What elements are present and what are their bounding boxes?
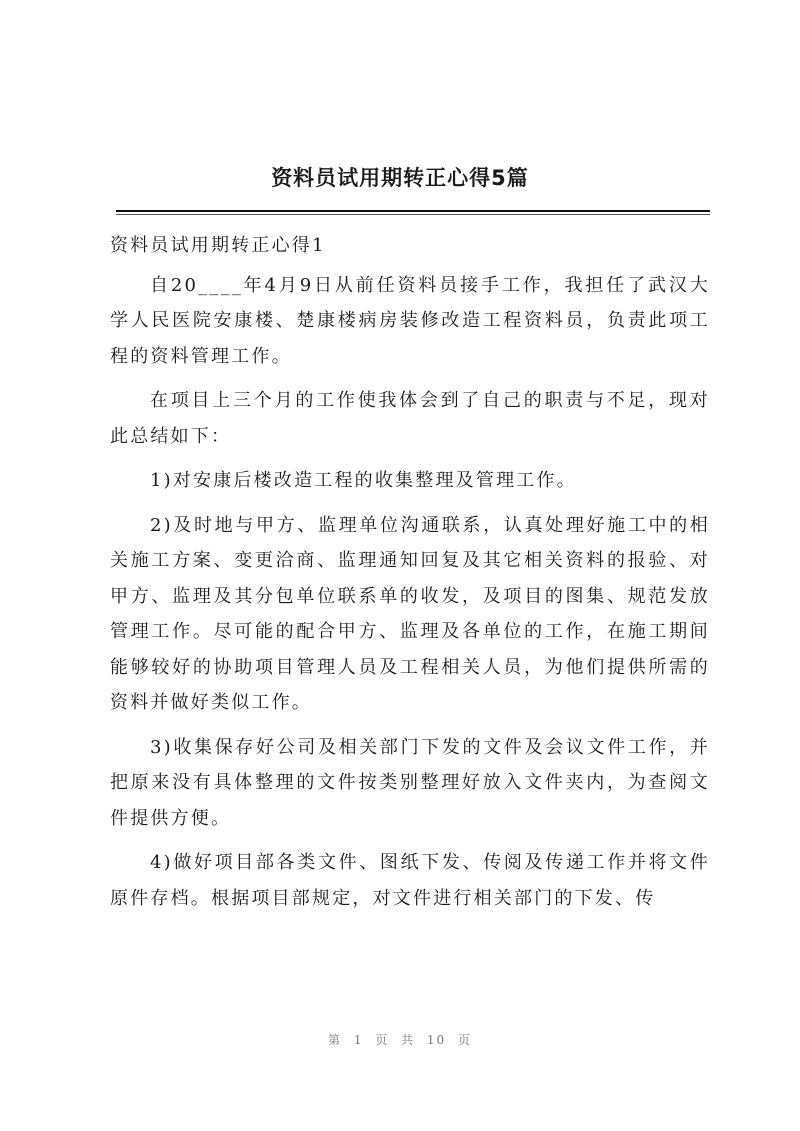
page-number-footer: 第 1 页 共 10 页 — [328, 1033, 472, 1047]
paragraph: 2)及时地与甲方、监理单位沟通联系，认真处理好施工中的相关施工方案、变更洽商、监理通知回复及其它相关资料的报验、对甲方、监理及其分包单位联系单的收发，及项目的图集、规范发放管理工作。尽可能的配合甲方、监理及各单位的工作，在施工期间能够较好的协助项目管理人员及工程相关人员，为他们提供所需的资料并做好类似工作。 — [110, 514, 710, 713]
title-divider — [116, 210, 710, 212]
document-body — [110, 228, 710, 916]
paragraph: 3)收集保存好公司及相关部门下发的文件及会议文件工作，并把原来没有具体整理的文件按类别整理好放入文件夹内，为查阅文件提供方便。 — [110, 736, 710, 829]
paragraph: 在项目上三个月的工作使我体会到了自己的职责与不足，现对此总结如下： — [110, 390, 710, 447]
paragraph: 自20____年4月9日从前任资料员接手工作，我担任了武汉大学人民医院安康楼、楚康楼病房装修改造工程资料员，负责此项工程的资料管理工作。 — [110, 274, 710, 367]
paragraph: 4)做好项目部各类文件、图纸下发、传阅及传递工作并将文件原件存档。根据项目部规定，对文件进行相关部门的下发、传 — [110, 852, 710, 909]
paragraph: 1)对安康后楼改造工程的收集整理及管理工作。 — [150, 470, 577, 491]
section-heading: 资料员试用期转正心得1 — [110, 235, 326, 256]
title-divider-thin — [116, 214, 710, 215]
document-title: 资料员试用期转正心得5篇 — [271, 166, 529, 190]
